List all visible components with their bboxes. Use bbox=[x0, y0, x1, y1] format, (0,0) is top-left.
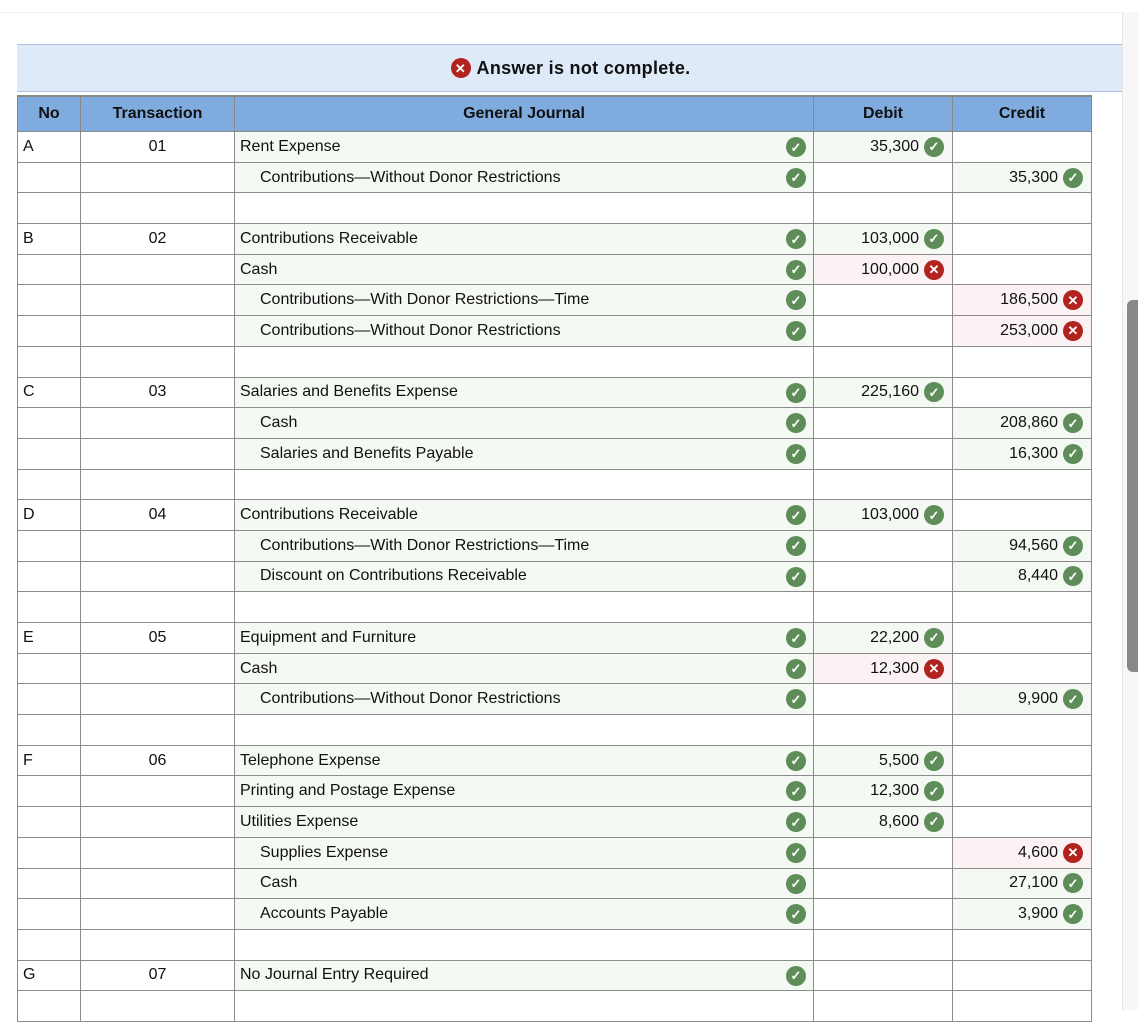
x-circle-icon: ✕ bbox=[1063, 843, 1083, 863]
transaction-cell bbox=[81, 162, 235, 193]
account-cell[interactable] bbox=[235, 960, 814, 991]
x-circle-icon: ✕ bbox=[924, 659, 944, 679]
no-cell: D bbox=[18, 500, 81, 531]
x-circle-icon: ✕ bbox=[924, 260, 944, 280]
transaction-cell bbox=[81, 868, 235, 899]
x-circle-icon: ✕ bbox=[451, 58, 471, 78]
account-cell[interactable] bbox=[235, 162, 814, 193]
check-circle-icon: ✓ bbox=[924, 229, 944, 249]
transaction-cell bbox=[81, 346, 235, 377]
account-name: Contributions—With Donor Restrictions—Time bbox=[260, 291, 590, 309]
check-circle-icon: ✓ bbox=[786, 689, 806, 709]
account-name: Contributions—Without Donor Restrictions bbox=[260, 690, 561, 708]
table-row bbox=[18, 991, 1092, 1022]
check-circle-icon: ✓ bbox=[786, 444, 806, 464]
account-name: Contributions—Without Donor Restrictions bbox=[260, 321, 561, 339]
check-circle-icon: ✓ bbox=[786, 904, 806, 924]
credit-cell[interactable] bbox=[953, 408, 1092, 439]
no-cell: C bbox=[18, 377, 81, 408]
debit-value: 5,500 bbox=[878, 751, 919, 769]
check-circle-icon: ✓ bbox=[1063, 566, 1083, 586]
table-row bbox=[18, 837, 1092, 868]
table-row bbox=[18, 807, 1092, 838]
credit-cell[interactable] bbox=[953, 285, 1092, 316]
debit-cell[interactable] bbox=[814, 438, 953, 469]
table-row bbox=[18, 254, 1092, 285]
transaction-cell: 05 bbox=[81, 623, 235, 654]
table-row bbox=[18, 162, 1092, 193]
credit-value: 186,500 bbox=[1000, 291, 1058, 309]
account-cell[interactable] bbox=[235, 684, 814, 715]
debit-value: 12,300 bbox=[870, 782, 919, 800]
check-circle-icon: ✓ bbox=[786, 781, 806, 801]
no-cell bbox=[18, 929, 81, 960]
check-circle-icon: ✓ bbox=[786, 137, 806, 157]
transaction-cell: 03 bbox=[81, 377, 235, 408]
check-circle-icon: ✓ bbox=[924, 137, 944, 157]
check-circle-icon: ✓ bbox=[786, 966, 806, 986]
account-cell[interactable] bbox=[235, 807, 814, 838]
journal-table bbox=[17, 95, 1092, 1022]
check-circle-icon: ✓ bbox=[786, 383, 806, 403]
account-cell[interactable] bbox=[235, 868, 814, 899]
credit-cell[interactable] bbox=[953, 868, 1092, 899]
debit-cell[interactable] bbox=[814, 132, 953, 163]
debit-value: 35,300 bbox=[870, 138, 919, 156]
check-circle-icon: ✓ bbox=[786, 567, 806, 587]
transaction-cell bbox=[81, 899, 235, 930]
table-row bbox=[18, 960, 1092, 991]
account-cell[interactable] bbox=[235, 715, 814, 746]
debit-cell[interactable] bbox=[814, 346, 953, 377]
debit-value: 225,160 bbox=[861, 383, 919, 401]
debit-cell[interactable] bbox=[814, 377, 953, 408]
account-cell[interactable] bbox=[235, 837, 814, 868]
debit-value: 22,200 bbox=[870, 629, 919, 647]
x-circle-icon: ✕ bbox=[1063, 321, 1083, 341]
account-cell[interactable] bbox=[235, 224, 814, 255]
account-name: No Journal Entry Required bbox=[240, 966, 429, 984]
account-cell[interactable] bbox=[235, 193, 814, 224]
credit-cell[interactable] bbox=[953, 807, 1092, 838]
transaction-cell bbox=[81, 837, 235, 868]
table-row bbox=[18, 408, 1092, 439]
transaction-cell bbox=[81, 776, 235, 807]
debit-value: 103,000 bbox=[861, 230, 919, 248]
check-circle-icon: ✓ bbox=[786, 812, 806, 832]
transaction-cell: 06 bbox=[81, 745, 235, 776]
account-name: Discount on Contributions Receivable bbox=[260, 567, 527, 585]
account-name: Equipment and Furniture bbox=[240, 628, 417, 646]
credit-cell[interactable] bbox=[953, 469, 1092, 500]
debit-cell[interactable] bbox=[814, 745, 953, 776]
transaction-cell bbox=[81, 561, 235, 592]
credit-cell[interactable] bbox=[953, 193, 1092, 224]
account-name: Salaries and Benefits Payable bbox=[260, 444, 474, 462]
account-cell[interactable] bbox=[235, 438, 814, 469]
account-cell[interactable] bbox=[235, 745, 814, 776]
banner-message: Answer is not complete. bbox=[476, 57, 691, 78]
table-row bbox=[18, 132, 1092, 163]
debit-cell[interactable] bbox=[814, 837, 953, 868]
table-row bbox=[18, 929, 1092, 960]
credit-cell[interactable] bbox=[953, 592, 1092, 623]
table-row bbox=[18, 561, 1092, 592]
debit-cell[interactable] bbox=[814, 408, 953, 439]
no-cell: B bbox=[18, 224, 81, 255]
account-cell[interactable] bbox=[235, 653, 814, 684]
no-cell bbox=[18, 776, 81, 807]
debit-cell[interactable] bbox=[814, 715, 953, 746]
check-circle-icon: ✓ bbox=[786, 229, 806, 249]
transaction-cell bbox=[81, 254, 235, 285]
account-name: Contributions—Without Donor Restrictions bbox=[260, 168, 561, 186]
credit-value: 94,560 bbox=[1009, 537, 1058, 555]
account-name: Contributions Receivable bbox=[240, 229, 418, 247]
transaction-cell bbox=[81, 438, 235, 469]
debit-cell[interactable] bbox=[814, 316, 953, 347]
transaction-cell: 01 bbox=[81, 132, 235, 163]
credit-cell[interactable] bbox=[953, 623, 1092, 654]
header-credit: Credit bbox=[953, 96, 1092, 132]
debit-cell[interactable] bbox=[814, 224, 953, 255]
credit-cell[interactable] bbox=[953, 929, 1092, 960]
transaction-cell bbox=[81, 715, 235, 746]
check-circle-icon: ✓ bbox=[786, 168, 806, 188]
account-name: Cash bbox=[240, 659, 278, 677]
top-divider bbox=[0, 12, 1122, 13]
account-name: Salaries and Benefits Expense bbox=[240, 383, 458, 401]
transaction-cell bbox=[81, 469, 235, 500]
transaction-cell bbox=[81, 285, 235, 316]
debit-cell[interactable] bbox=[814, 561, 953, 592]
debit-cell[interactable] bbox=[814, 929, 953, 960]
no-cell bbox=[18, 715, 81, 746]
credit-cell[interactable] bbox=[953, 776, 1092, 807]
credit-cell[interactable] bbox=[953, 684, 1092, 715]
transaction-cell: 07 bbox=[81, 960, 235, 991]
account-cell[interactable] bbox=[235, 377, 814, 408]
check-circle-icon: ✓ bbox=[924, 781, 944, 801]
check-circle-icon: ✓ bbox=[924, 505, 944, 525]
account-cell[interactable] bbox=[235, 991, 814, 1022]
transaction-cell bbox=[81, 991, 235, 1022]
account-cell[interactable] bbox=[235, 561, 814, 592]
debit-cell[interactable] bbox=[814, 868, 953, 899]
no-cell bbox=[18, 899, 81, 930]
account-cell[interactable] bbox=[235, 132, 814, 163]
credit-value: 27,100 bbox=[1009, 874, 1058, 892]
credit-cell[interactable] bbox=[953, 162, 1092, 193]
check-circle-icon: ✓ bbox=[786, 874, 806, 894]
credit-cell[interactable] bbox=[953, 715, 1092, 746]
no-cell bbox=[18, 316, 81, 347]
check-circle-icon: ✓ bbox=[786, 505, 806, 525]
check-circle-icon: ✓ bbox=[1063, 904, 1083, 924]
debit-cell[interactable] bbox=[814, 592, 953, 623]
credit-cell[interactable] bbox=[953, 960, 1092, 991]
credit-cell[interactable] bbox=[953, 530, 1092, 561]
no-cell bbox=[18, 837, 81, 868]
account-name: Supplies Expense bbox=[260, 843, 389, 861]
check-circle-icon: ✓ bbox=[1063, 689, 1083, 709]
debit-cell[interactable] bbox=[814, 500, 953, 531]
credit-cell[interactable] bbox=[953, 561, 1092, 592]
debit-value: 103,000 bbox=[861, 506, 919, 524]
credit-value: 9,900 bbox=[1017, 690, 1058, 708]
account-cell[interactable] bbox=[235, 592, 814, 623]
account-name: Utilities Expense bbox=[240, 812, 359, 830]
debit-value: 100,000 bbox=[861, 260, 919, 278]
check-circle-icon: ✓ bbox=[924, 382, 944, 402]
debit-cell[interactable] bbox=[814, 285, 953, 316]
account-cell[interactable] bbox=[235, 408, 814, 439]
account-cell[interactable] bbox=[235, 530, 814, 561]
credit-cell[interactable] bbox=[953, 837, 1092, 868]
header-no: No bbox=[18, 96, 81, 132]
check-circle-icon: ✓ bbox=[1063, 413, 1083, 433]
account-name: Cash bbox=[260, 874, 298, 892]
scrollbar-thumb[interactable] bbox=[1127, 300, 1138, 672]
debit-cell[interactable] bbox=[814, 623, 953, 654]
header-transaction: Transaction bbox=[81, 96, 235, 132]
table-row bbox=[18, 469, 1092, 500]
no-cell bbox=[18, 438, 81, 469]
table-row bbox=[18, 653, 1092, 684]
account-cell[interactable] bbox=[235, 899, 814, 930]
check-circle-icon: ✓ bbox=[786, 843, 806, 863]
table-row bbox=[18, 868, 1092, 899]
no-cell: A bbox=[18, 132, 81, 163]
table-row bbox=[18, 592, 1092, 623]
no-cell bbox=[18, 408, 81, 439]
no-cell bbox=[18, 469, 81, 500]
check-circle-icon: ✓ bbox=[786, 751, 806, 771]
check-circle-icon: ✓ bbox=[924, 751, 944, 771]
no-cell bbox=[18, 807, 81, 838]
x-circle-icon: ✕ bbox=[1063, 290, 1083, 310]
header-journal: General Journal bbox=[235, 96, 814, 132]
no-cell: F bbox=[18, 745, 81, 776]
debit-cell[interactable] bbox=[814, 193, 953, 224]
credit-cell[interactable] bbox=[953, 899, 1092, 930]
table-row bbox=[18, 500, 1092, 531]
table-row bbox=[18, 438, 1092, 469]
credit-cell[interactable] bbox=[953, 745, 1092, 776]
debit-cell[interactable] bbox=[814, 684, 953, 715]
transaction-cell bbox=[81, 592, 235, 623]
account-name: Contributions—With Donor Restrictions—Time bbox=[260, 536, 590, 554]
check-circle-icon: ✓ bbox=[924, 628, 944, 648]
check-circle-icon: ✓ bbox=[786, 536, 806, 556]
credit-cell[interactable] bbox=[953, 224, 1092, 255]
account-cell[interactable] bbox=[235, 346, 814, 377]
table-row bbox=[18, 745, 1092, 776]
account-name: Contributions Receivable bbox=[240, 506, 418, 524]
account-name: Printing and Postage Expense bbox=[240, 782, 456, 800]
account-cell[interactable] bbox=[235, 500, 814, 531]
check-circle-icon: ✓ bbox=[1063, 536, 1083, 556]
account-cell[interactable] bbox=[235, 285, 814, 316]
check-circle-icon: ✓ bbox=[786, 413, 806, 433]
table-row bbox=[18, 377, 1092, 408]
check-circle-icon: ✓ bbox=[786, 321, 806, 341]
no-cell bbox=[18, 653, 81, 684]
check-circle-icon: ✓ bbox=[786, 290, 806, 310]
no-cell bbox=[18, 592, 81, 623]
credit-value: 8,440 bbox=[1017, 567, 1058, 585]
no-cell bbox=[18, 285, 81, 316]
no-cell bbox=[18, 193, 81, 224]
debit-cell[interactable] bbox=[814, 162, 953, 193]
table-row bbox=[18, 316, 1092, 347]
no-cell bbox=[18, 991, 81, 1022]
debit-cell[interactable] bbox=[814, 899, 953, 930]
debit-cell[interactable] bbox=[814, 530, 953, 561]
check-circle-icon: ✓ bbox=[786, 659, 806, 679]
transaction-cell bbox=[81, 807, 235, 838]
credit-cell[interactable] bbox=[953, 316, 1092, 347]
account-name: Rent Expense bbox=[240, 137, 341, 155]
debit-value: 12,300 bbox=[870, 659, 919, 677]
table-row bbox=[18, 715, 1092, 746]
account-cell[interactable] bbox=[235, 254, 814, 285]
no-cell bbox=[18, 530, 81, 561]
account-name: Cash bbox=[260, 414, 298, 432]
check-circle-icon: ✓ bbox=[1063, 168, 1083, 188]
no-cell bbox=[18, 868, 81, 899]
no-cell: G bbox=[18, 960, 81, 991]
credit-cell[interactable] bbox=[953, 377, 1092, 408]
transaction-cell bbox=[81, 408, 235, 439]
transaction-cell bbox=[81, 316, 235, 347]
table-row bbox=[18, 623, 1092, 654]
credit-cell[interactable] bbox=[953, 500, 1092, 531]
debit-cell[interactable] bbox=[814, 960, 953, 991]
check-circle-icon: ✓ bbox=[786, 260, 806, 280]
account-cell[interactable] bbox=[235, 316, 814, 347]
no-cell bbox=[18, 346, 81, 377]
credit-cell[interactable] bbox=[953, 653, 1092, 684]
account-name: Cash bbox=[240, 260, 278, 278]
table-row bbox=[18, 530, 1092, 561]
check-circle-icon: ✓ bbox=[1063, 873, 1083, 893]
debit-cell[interactable] bbox=[814, 653, 953, 684]
credit-value: 253,000 bbox=[1000, 322, 1058, 340]
transaction-cell bbox=[81, 530, 235, 561]
credit-cell[interactable] bbox=[953, 991, 1092, 1022]
account-name: Telephone Expense bbox=[240, 751, 381, 769]
debit-cell[interactable] bbox=[814, 991, 953, 1022]
debit-cell[interactable] bbox=[814, 469, 953, 500]
transaction-cell bbox=[81, 684, 235, 715]
account-cell[interactable] bbox=[235, 929, 814, 960]
no-cell bbox=[18, 684, 81, 715]
table-row bbox=[18, 193, 1092, 224]
no-cell: E bbox=[18, 623, 81, 654]
transaction-cell: 04 bbox=[81, 500, 235, 531]
table-header bbox=[18, 96, 1092, 132]
table-row bbox=[18, 899, 1092, 930]
account-cell[interactable] bbox=[235, 469, 814, 500]
transaction-cell bbox=[81, 929, 235, 960]
transaction-cell bbox=[81, 193, 235, 224]
table-row bbox=[18, 346, 1092, 377]
no-cell bbox=[18, 254, 81, 285]
account-name: Accounts Payable bbox=[260, 905, 389, 923]
credit-value: 208,860 bbox=[1000, 414, 1058, 432]
no-cell bbox=[18, 561, 81, 592]
no-cell bbox=[18, 162, 81, 193]
status-banner bbox=[17, 44, 1124, 92]
credit-value: 4,600 bbox=[1017, 843, 1058, 861]
table-row bbox=[18, 224, 1092, 255]
account-cell[interactable] bbox=[235, 623, 814, 654]
debit-value: 8,600 bbox=[878, 813, 919, 831]
table-row bbox=[18, 776, 1092, 807]
credit-value: 35,300 bbox=[1009, 168, 1058, 186]
debit-cell[interactable] bbox=[814, 776, 953, 807]
credit-cell[interactable] bbox=[953, 438, 1092, 469]
account-cell[interactable] bbox=[235, 776, 814, 807]
header-debit: Debit bbox=[814, 96, 953, 132]
table-row bbox=[18, 285, 1092, 316]
debit-cell[interactable] bbox=[814, 807, 953, 838]
transaction-cell bbox=[81, 653, 235, 684]
check-circle-icon: ✓ bbox=[786, 628, 806, 648]
credit-value: 3,900 bbox=[1017, 905, 1058, 923]
credit-cell[interactable] bbox=[953, 132, 1092, 163]
credit-cell[interactable] bbox=[953, 346, 1092, 377]
table-row bbox=[18, 684, 1092, 715]
credit-value: 16,300 bbox=[1009, 444, 1058, 462]
credit-cell[interactable] bbox=[953, 254, 1092, 285]
debit-cell[interactable] bbox=[814, 254, 953, 285]
check-circle-icon: ✓ bbox=[924, 812, 944, 832]
check-circle-icon: ✓ bbox=[1063, 444, 1083, 464]
transaction-cell: 02 bbox=[81, 224, 235, 255]
